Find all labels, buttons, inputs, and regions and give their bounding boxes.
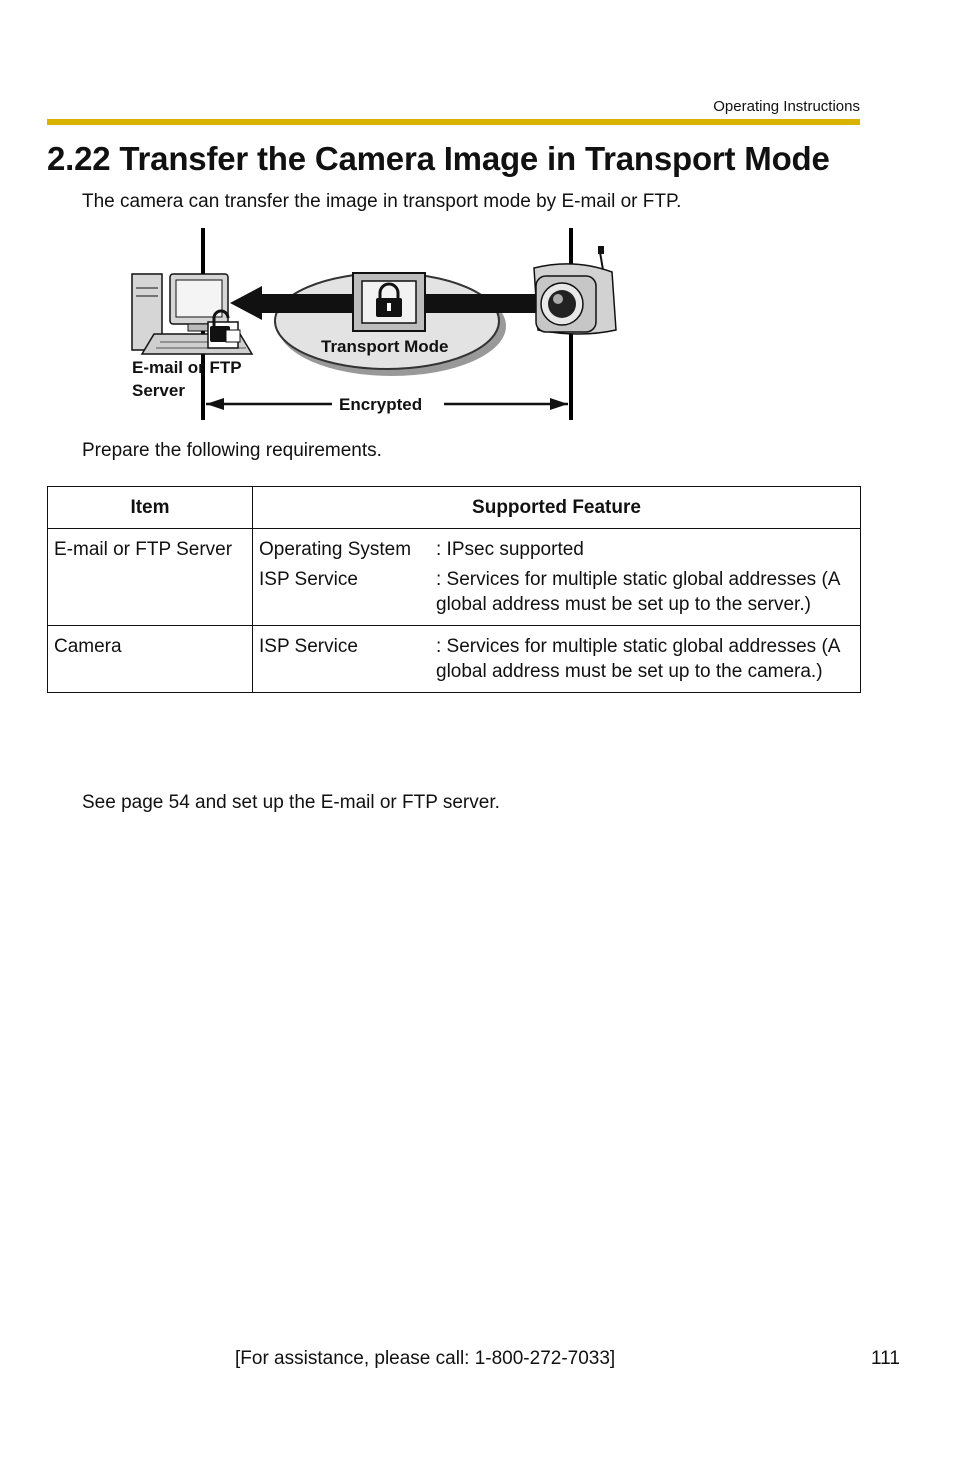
feature-value: : Services for multiple static global addresses (A global address must be set up to the server.)	[436, 569, 840, 615]
server-label-line2: Server	[132, 381, 185, 400]
table-header-row	[48, 487, 861, 529]
encrypted-label: Encrypted	[339, 395, 423, 414]
network-camera-icon	[534, 246, 616, 334]
table-row	[48, 626, 861, 693]
feature-row	[259, 634, 854, 684]
page-number: 111	[871, 1348, 900, 1369]
section-intro: The camera can transfer the image in transport mode by E-mail or FTP.	[82, 191, 682, 212]
feature-value: : Services for multiple static global addresses (A global address must be set up to the camera.)	[436, 636, 840, 682]
data-flow-arrowhead	[230, 286, 262, 320]
setup-note: See page 54 and set up the E-mail or FTP server.	[82, 792, 500, 813]
feature-value: : IPsec supported	[436, 539, 584, 560]
item-cell: E-mail or FTP Server	[48, 529, 253, 626]
feature-name: ISP Service	[259, 569, 358, 590]
item-cell: Camera	[48, 626, 253, 693]
feature-row	[259, 537, 854, 562]
feature-cell	[253, 626, 861, 693]
feature-cell	[253, 529, 861, 626]
section-title: 2.22 Transfer the Camera Image in Transport Mode	[47, 140, 830, 177]
feature-name: ISP Service	[259, 636, 358, 657]
feature-name: Operating System	[259, 539, 412, 560]
requirements-table	[47, 486, 861, 693]
requirements-intro: Prepare the following requirements.	[82, 440, 382, 461]
header-rule	[47, 119, 860, 125]
transport-mode-diagram	[100, 222, 640, 427]
assistance-footer: [For assistance, please call: 1-800-272-7033]	[235, 1348, 616, 1369]
header-item: Item	[48, 487, 253, 529]
table-row	[48, 529, 861, 626]
lock-icon	[353, 273, 425, 331]
feature-row	[259, 567, 854, 617]
header-supported-feature: Supported Feature	[253, 487, 861, 529]
encrypted-right-arrowhead	[550, 398, 568, 410]
server-label-line1: E-mail or FTP	[132, 358, 242, 377]
running-header: Operating Instructions	[713, 98, 860, 115]
transport-mode-label: Transport Mode	[321, 337, 449, 356]
encrypted-left-arrowhead	[206, 398, 224, 410]
